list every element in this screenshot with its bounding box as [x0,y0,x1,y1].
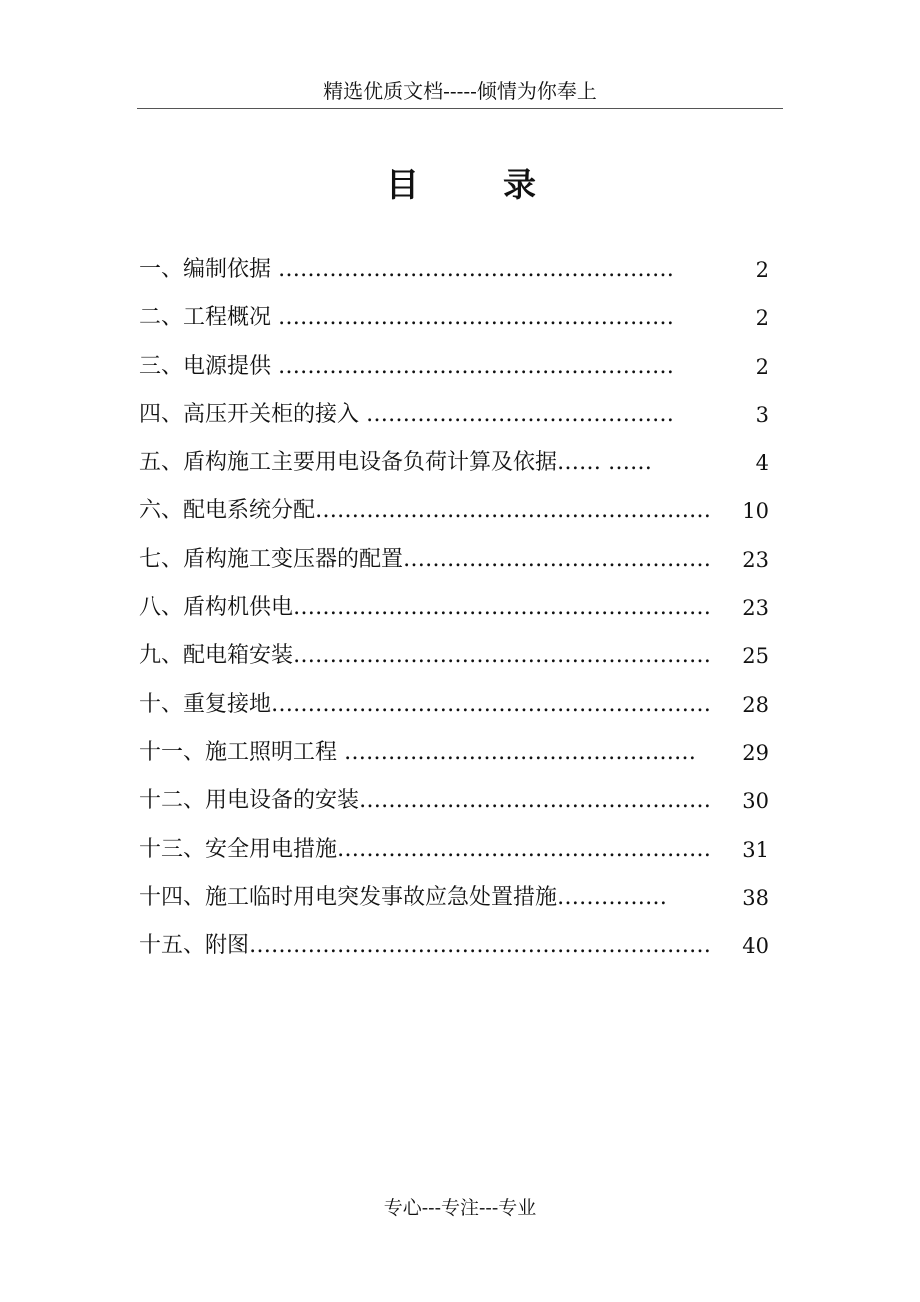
toc-page-number: 38 [742,885,769,910]
toc-item-3[interactable] [139,343,773,391]
toc-page-number: 25 [742,644,769,669]
toc-item-5[interactable] [139,439,773,487]
toc-item-10[interactable] [139,681,773,729]
toc-entry-label: 四、高压开关柜的接入 …………………………………… [139,401,674,427]
toc-entry-label: 五、盾构施工主要用电设备负荷计算及依据…… …… [139,450,652,476]
toc-item-15[interactable] [139,922,773,970]
toc-entry-label: 六、配电系统分配……………………………………………… [139,498,712,524]
toc-entry-label: 七、盾构施工变压器的配置…………………………………… [139,546,712,572]
toc-item-11[interactable] [139,729,773,777]
toc-entry-label: 十二、用电设备的安装………………………………………… [139,788,712,814]
toc-entry-label: 三、电源提供 ……………………………………………… [139,353,674,379]
toc-page-number: 40 [742,934,769,959]
toc-page-number: 29 [742,740,769,765]
toc-entry-label: 十三、安全用电措施…………………………………………… [139,836,712,862]
toc-item-13[interactable] [139,826,773,874]
title-char-1: 目 [386,165,419,204]
toc-page-number: 31 [742,837,769,862]
toc-page-number: 4 [755,451,769,476]
toc-page-number: 3 [755,402,769,427]
toc-entry-label: 一、编制依据 ……………………………………………… [139,257,674,282]
toc-item-6[interactable] [139,487,773,535]
toc-entry-label: 八、盾构机供电………………………………………………… [139,595,712,621]
toc-item-7[interactable] [139,536,773,584]
document-title [0,160,920,210]
toc-item-1[interactable] [139,246,773,294]
toc-page-number: 10 [742,499,769,524]
toc-page-number: 23 [742,547,769,572]
toc-entry-label: 十四、施工临时用电突发事故应急处置措施…………… [139,884,668,910]
toc-page-number: 2 [755,354,769,379]
toc-item-8[interactable] [139,584,773,632]
toc-entry-label: 十、重复接地…………………………………………………… [139,691,712,717]
toc-page-number: 2 [755,306,769,331]
table-of-contents [139,246,773,970]
toc-entry-label: 二、工程概况 ……………………………………………… [139,305,674,331]
toc-item-9[interactable] [139,632,773,680]
toc-entry-label: 十一、施工照明工程 ………………………………………… [139,739,696,765]
toc-item-2[interactable] [139,294,773,342]
page-header: 精选优质文档-----倾情为你奉上 [323,79,597,103]
toc-entry-label: 十五、附图……………………………………………………… [139,933,712,959]
toc-page-number: 30 [742,789,769,814]
toc-page-number: 23 [742,596,769,621]
toc-entry-label: 九、配电箱安装………………………………………………… [139,643,712,669]
toc-item-14[interactable] [139,874,773,922]
toc-page-number: 2 [755,258,769,282]
title-char-2: 录 [503,165,536,204]
page-footer: 专心---专注---专业 [383,1197,537,1219]
toc-page-number: 28 [742,692,769,717]
toc-item-4[interactable] [139,391,773,439]
header-divider [137,108,783,109]
toc-item-12[interactable] [139,777,773,825]
